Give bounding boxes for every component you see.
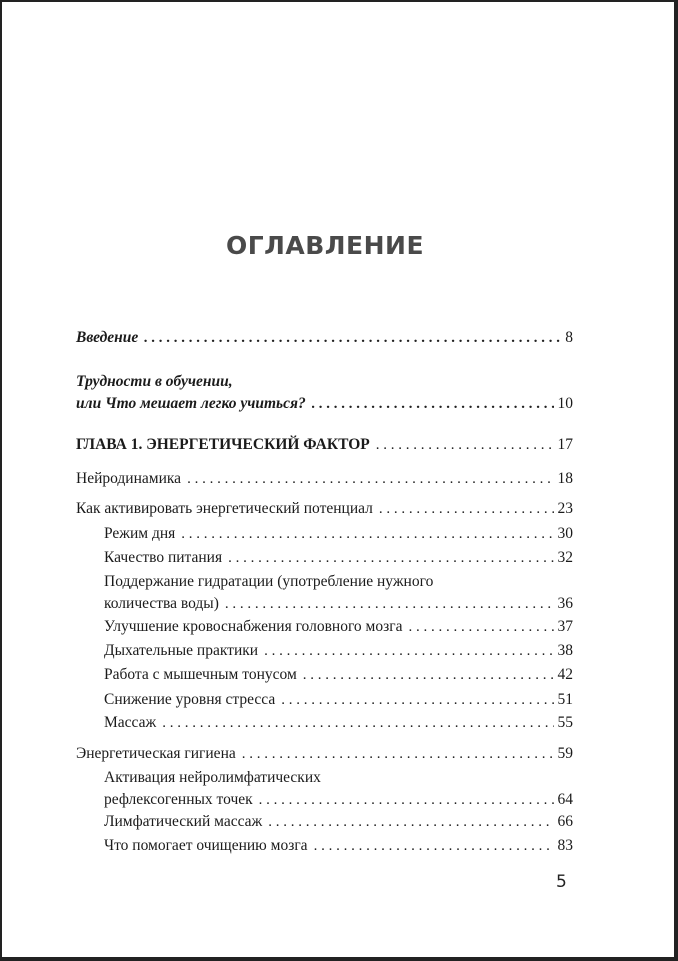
toc-label: рефлексогенных точек — [104, 791, 253, 808]
toc-label: Режим дня — [104, 525, 176, 542]
toc-label: Введение — [76, 329, 139, 346]
toc-entry-introduction[interactable] — [76, 327, 573, 349]
toc-label: количества воды) — [104, 595, 219, 612]
toc-entry-energy-hygiene[interactable] — [76, 743, 573, 765]
toc-page-number: 37 — [557, 618, 573, 635]
toc-entry-hydration[interactable] — [104, 571, 573, 615]
toc-label: ГЛАВА 1. ЭНЕРГЕТИЧЕСКИЙ ФАКТОР — [76, 436, 370, 453]
leader-dots — [376, 434, 554, 456]
toc-entry-neurodynamics[interactable] — [76, 468, 573, 490]
page-title: ОГЛАВЛЕНИЕ — [225, 231, 425, 260]
page-number: 5 — [556, 872, 567, 892]
toc-label-line1: Поддержание гидратации (употребление нужного — [104, 573, 434, 590]
leader-dots — [268, 811, 553, 833]
toc-page-number: 55 — [557, 714, 573, 731]
toc-page-number: 42 — [557, 666, 573, 683]
toc-entry-breathing[interactable] — [104, 640, 573, 662]
leader-dots — [281, 689, 553, 711]
leader-dots — [312, 393, 554, 415]
leader-dots — [225, 593, 554, 615]
toc-entry-activate-potential[interactable] — [76, 498, 573, 520]
toc-label: Нейродинамика — [76, 470, 182, 487]
toc-page-number: 64 — [557, 791, 573, 808]
toc-label: или Что мешает легко учиться? — [76, 395, 306, 412]
leader-dots — [242, 743, 554, 765]
toc-label: Снижение уровня стресса — [104, 691, 276, 708]
toc-entry-blood-supply[interactable] — [104, 616, 573, 638]
toc-label: Работа с мышечным тонусом — [104, 666, 297, 683]
leader-dots — [187, 468, 553, 490]
toc-page-number: 38 — [557, 642, 573, 659]
toc-page-number: 18 — [557, 470, 573, 487]
leader-dots — [379, 498, 554, 520]
toc-page-number: 36 — [557, 595, 573, 612]
toc-label-line1: Активация нейролимфатических — [104, 769, 321, 786]
toc-entry-lymphatic-massage[interactable] — [104, 811, 573, 833]
toc-entry-muscle-tone[interactable] — [104, 664, 573, 686]
toc-entry-neurolymphatic-points[interactable] — [104, 767, 573, 811]
toc-entry-massage[interactable] — [104, 712, 573, 734]
toc-label: Дыхательные практики — [104, 642, 259, 659]
toc-page-number: 32 — [557, 549, 573, 566]
toc-page-number: 66 — [557, 813, 573, 830]
toc-entry-brain-cleansing[interactable] — [104, 835, 573, 857]
toc-entry-daily-routine[interactable] — [104, 523, 573, 545]
toc-label: Массаж — [104, 714, 157, 731]
toc-page-number: 59 — [557, 745, 573, 762]
leader-dots — [264, 640, 553, 662]
leader-dots — [314, 835, 554, 857]
toc-page-number: 17 — [557, 436, 573, 453]
leader-dots — [303, 664, 554, 686]
toc-entry-chapter-1[interactable] — [76, 434, 573, 456]
toc-label: Как активировать энергетический потенциал — [76, 500, 373, 517]
toc-page-number: 8 — [565, 329, 573, 346]
toc-entry-stress[interactable] — [104, 689, 573, 711]
toc-page-number: 51 — [557, 691, 573, 708]
toc-page-number: 10 — [557, 395, 573, 412]
leader-dots — [162, 712, 553, 734]
leader-dots — [228, 547, 553, 569]
toc-page-number: 23 — [557, 500, 573, 517]
toc-label: Что помогает очищению мозга — [104, 837, 308, 854]
leader-dots — [144, 327, 561, 349]
toc-label: Лимфатический массаж — [104, 813, 263, 830]
leader-dots — [259, 789, 554, 811]
toc-label: Энергетическая гигиена — [76, 745, 236, 762]
leader-dots — [181, 523, 553, 545]
toc-page-number: 83 — [557, 837, 573, 854]
toc-label-line1: Трудности в обучении, — [76, 373, 233, 390]
toc-page-number: 30 — [557, 525, 573, 542]
toc-label: Улучшение кровоснабжения головного мозга — [104, 618, 403, 635]
toc-entry-learning-difficulties[interactable] — [76, 371, 573, 415]
toc-label: Качество питания — [104, 549, 223, 566]
toc-entry-nutrition[interactable] — [104, 547, 573, 569]
leader-dots — [408, 616, 553, 638]
